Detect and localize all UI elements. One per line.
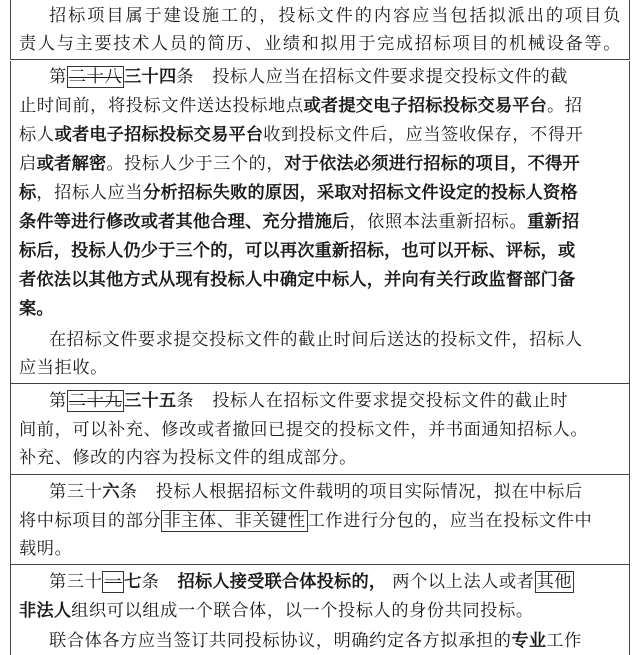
text-line (19, 598, 621, 625)
deleted-article-number: 二十八 (68, 67, 123, 87)
inserted-article-number: 三十五 (124, 391, 177, 411)
text: 条 (141, 572, 160, 592)
text: 工作 (546, 631, 582, 651)
article-heading-line (49, 388, 621, 415)
text-line: 补充、修改的内容为投标文件的组成部分。 (19, 448, 357, 468)
deleted-article-number: 一 (104, 572, 123, 592)
text-line: 者依法以其他方式从现有投标人中确定中标人，并向有关行政监督部门备 (19, 270, 576, 290)
text-line (19, 93, 621, 120)
text: 条 (176, 67, 195, 87)
text-line: 招标项目属于建设施工的，投标文件的内容应当包括拟派出的项目负 (49, 6, 621, 26)
inserted-article-number: 三十四 (124, 67, 177, 87)
inserted-text: 专业 (511, 631, 547, 651)
inserted-text: 或者提交电子招标投标交易平台 (303, 96, 548, 116)
inserted-text: 非法人 (19, 601, 72, 621)
text: 第 (49, 67, 67, 87)
text: 将中标项目的部分 (19, 511, 162, 531)
text: 收到投标文件后，应当签收保存，不得开 (263, 125, 584, 145)
inserted-text: 分析招标失败的原因，采取对招标文件设定的投标人资格 (143, 183, 578, 203)
text: 条 (119, 482, 138, 502)
text: 两个以上法人或者 (392, 572, 535, 592)
boxed-text: 其他 (536, 572, 573, 592)
text: 第 (49, 391, 67, 411)
text: 第三十 (49, 482, 103, 502)
text-line (19, 180, 621, 207)
inserted-text: 条件等进行修改或者其他合理、充分措施后 (19, 212, 350, 232)
text: 止时间前，将投标文件送达投标地点 (19, 96, 304, 116)
text-line (19, 508, 621, 535)
text-line: 在招标文件要求提交投标文件的截止时间后送达的投标文件，招标人 (49, 330, 583, 350)
deleted-article-number: 二十九 (68, 391, 123, 411)
article-heading-line (49, 479, 621, 506)
text-line (19, 122, 621, 149)
text-line: 标后，投标人仍少于三个的，可以再次重新招标，也可以开标、评标，或 (19, 241, 576, 261)
text: 投标人根据招标文件载明的项目实际情况，拟在中标后 (155, 482, 583, 502)
text: 。招 (547, 96, 583, 116)
article-heading-line (49, 569, 621, 596)
text: 投标人应当在招标文件要求提交投标文件的截 (212, 67, 569, 87)
text-line (19, 151, 621, 178)
inserted-text: 或者解密 (36, 154, 107, 174)
text-line (49, 628, 621, 655)
text: 启 (19, 154, 37, 174)
article-section-36 (10, 475, 630, 565)
inserted-text: 招标人接受联合体投标的， (177, 572, 387, 592)
text-line (19, 209, 621, 236)
inserted-text: 标 (19, 183, 37, 203)
text: 工作进行分包的，应当在投标文件中 (307, 511, 593, 531)
boxed-text: 非主体、非关键性 (163, 511, 306, 531)
text-line: 间前，可以补充、修改或者撤回已提交的投标文件，并书面通知招标人。 (19, 420, 589, 440)
inserted-text: 或者电子招标投标交易平台 (54, 125, 264, 145)
text: 标人 (19, 125, 55, 145)
text: 联合体各方应当签订共同投标协议，明确约定各方拟承担的 (49, 631, 512, 651)
article-section-1 (10, 0, 630, 60)
text-line: 应当拒收。 (19, 358, 108, 378)
inserted-text: 六 (102, 482, 120, 502)
text: ，依照本法重新招标。 (349, 212, 528, 232)
article-section-35 (10, 384, 630, 475)
article-heading-line (49, 64, 621, 91)
text: 第三十 (49, 572, 103, 592)
inserted-article-number: 七 (124, 572, 142, 592)
text: 投标人在招标文件要求提交投标文件的截止时 (212, 391, 569, 411)
article-section-37 (10, 565, 630, 655)
text-line: 案。 (19, 299, 54, 319)
text-line: 责人与主要技术人员的简历、业绩和拟用于完成招标项目的机械设备等。 (19, 34, 621, 54)
inserted-text: 重新招 (527, 212, 580, 232)
text-line: 载明。 (19, 539, 73, 559)
inserted-text: 对于依法必须进行招标的项目，不得开 (284, 154, 580, 174)
text: ，招标人应当 (36, 183, 144, 203)
text: 。投标人少于三个的， (106, 154, 285, 174)
text: 组织可以组成一个联合体，以一个投标人的身份共同投标。 (71, 601, 534, 621)
text: 条 (176, 391, 195, 411)
document-page (10, 0, 631, 655)
article-section-34 (10, 61, 630, 384)
